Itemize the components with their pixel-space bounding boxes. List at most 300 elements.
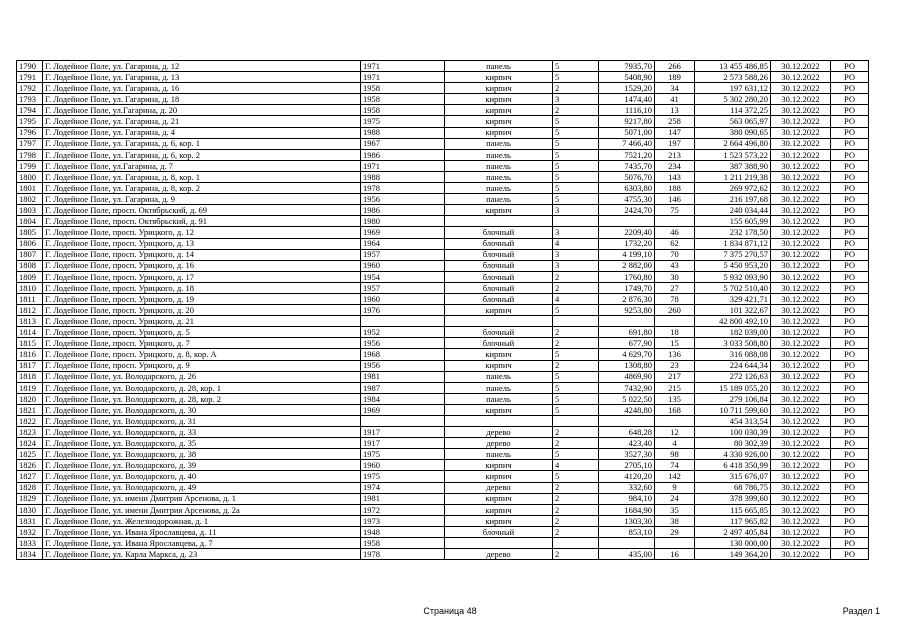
year-built-cell: 1969 [361,227,445,238]
cost-cell: 232 178,50 [695,227,771,238]
code-cell: РО [831,416,869,427]
date-cell: 30.12.2022 [771,194,831,205]
wall-material-cell: панель [445,138,553,149]
apartments-cell [655,316,695,327]
code-cell: РО [831,205,869,216]
table-row [17,504,869,515]
year-built-cell: 1978 [361,183,445,194]
cost-cell: 130 000,00 [695,538,771,549]
code-cell: РО [831,327,869,338]
cost-cell: 101 322,67 [695,305,771,316]
cost-cell: 1 834 871,12 [695,238,771,249]
year-built-cell: 1975 [361,449,445,460]
cost-cell: 117 965,82 [695,515,771,526]
date-cell: 30.12.2022 [771,171,831,182]
cost-cell: 563 065,97 [695,116,771,127]
apartments-cell: 188 [655,183,695,194]
code-cell: РО [831,94,869,105]
address-cell: Г. Лодейное Поле, просп. Урицкого, д. 5 [43,327,361,338]
table-row [17,526,869,537]
row-number: 1815 [17,338,43,349]
row-number: 1790 [17,61,43,72]
date-cell: 30.12.2022 [771,116,831,127]
date-cell: 30.12.2022 [771,416,831,427]
date-cell: 30.12.2022 [771,460,831,471]
cost-cell: 1 523 573,22 [695,149,771,160]
area-cell: 1116,10 [599,105,655,116]
apartments-cell: 74 [655,460,695,471]
row-number: 1816 [17,349,43,360]
code-cell: РО [831,282,869,293]
floors-cell: 2 [553,271,599,282]
apartments-cell: 135 [655,393,695,404]
table-row [17,416,869,427]
cost-cell: 5 302 280,20 [695,94,771,105]
row-number: 1812 [17,305,43,316]
wall-material-cell: панель [445,449,553,460]
area-cell: 648,28 [599,427,655,438]
date-cell: 30.12.2022 [771,382,831,393]
year-built-cell: 1958 [361,538,445,549]
row-number: 1823 [17,427,43,438]
address-cell: Г. Лодейное Поле, ул. Володарского, д. 40 [43,471,361,482]
table-row [17,471,869,482]
year-built-cell: 1972 [361,504,445,515]
area-cell: 4248,80 [599,404,655,415]
area-cell: 7521,20 [599,149,655,160]
apartments-cell [655,416,695,427]
year-built-cell: 1976 [361,305,445,316]
row-number: 1820 [17,393,43,404]
apartments-cell: 147 [655,127,695,138]
wall-material-cell [445,416,553,427]
address-cell: Г. Лодейное Поле, ул. Гагарина, д. 6, кор. 1 [43,138,361,149]
area-cell: 4120,20 [599,471,655,482]
code-cell: РО [831,538,869,549]
area-cell: 5071,00 [599,127,655,138]
date-cell: 30.12.2022 [771,504,831,515]
cost-cell: 42 800 492,10 [695,316,771,327]
year-built-cell: 1971 [361,61,445,72]
year-built-cell: 1960 [361,460,445,471]
apartments-cell: 43 [655,260,695,271]
apartments-cell: 197 [655,138,695,149]
row-number: 1794 [17,105,43,116]
cost-cell: 380 090,65 [695,127,771,138]
wall-material-cell: панель [445,194,553,205]
area-cell [599,316,655,327]
area-cell: 435,00 [599,549,655,560]
wall-material-cell: кирпич [445,72,553,83]
date-cell: 30.12.2022 [771,316,831,327]
wall-material-cell: блочный [445,238,553,249]
row-number: 1809 [17,271,43,282]
area-cell: 2705,10 [599,460,655,471]
row-number: 1813 [17,316,43,327]
apartments-cell: 266 [655,61,695,72]
area-cell: 4 199,10 [599,249,655,260]
area-cell: 2 876,30 [599,293,655,304]
area-cell: 9217,80 [599,116,655,127]
table-row [17,127,869,138]
date-cell: 30.12.2022 [771,227,831,238]
year-built-cell: 1988 [361,127,445,138]
table-row [17,460,869,471]
wall-material-cell: блочный [445,227,553,238]
code-cell: РО [831,526,869,537]
date-cell: 30.12.2022 [771,338,831,349]
floors-cell: 5 [553,305,599,316]
code-cell: РО [831,515,869,526]
row-number: 1811 [17,293,43,304]
apartments-cell: 46 [655,227,695,238]
wall-material-cell: кирпич [445,94,553,105]
code-cell: РО [831,549,869,560]
date-cell: 30.12.2022 [771,260,831,271]
floors-cell: 5 [553,404,599,415]
date-cell: 30.12.2022 [771,493,831,504]
wall-material-cell: дерево [445,438,553,449]
cost-cell: 4 330 926,00 [695,449,771,460]
cost-cell: 315 676,07 [695,471,771,482]
table-row [17,549,869,560]
cost-cell: 114 372,25 [695,105,771,116]
address-cell: Г. Лодейное Поле, ул. Карла Маркса, д. 23 [43,549,361,560]
cost-cell: 68 786,75 [695,482,771,493]
row-number: 1830 [17,504,43,515]
code-cell: РО [831,493,869,504]
floors-cell: 5 [553,183,599,194]
wall-material-cell: кирпич [445,515,553,526]
table-row [17,183,869,194]
apartments-cell: 13 [655,105,695,116]
address-cell: Г. Лодейное Поле, ул. Володарского, д. 49 [43,482,361,493]
address-cell: Г. Лодейное Поле, ул. Гагарина, д. 21 [43,116,361,127]
row-number: 1831 [17,515,43,526]
year-built-cell: 1987 [361,382,445,393]
table-row [17,116,869,127]
table-row [17,194,869,205]
table-row [17,260,869,271]
date-cell: 30.12.2022 [771,249,831,260]
address-cell: Г. Лодейное Поле, ул. Володарского, д. 28, кор. 2 [43,393,361,404]
date-cell: 30.12.2022 [771,438,831,449]
wall-material-cell: блочный [445,260,553,271]
date-cell: 30.12.2022 [771,515,831,526]
address-cell: Г. Лодейное Поле, просп. Урицкого, д. 7 [43,338,361,349]
address-cell: Г. Лодейное Поле, ул. имени Дмитрия Арсенова, д. 2а [43,504,361,515]
row-number: 1826 [17,460,43,471]
wall-material-cell: панель [445,61,553,72]
address-cell: Г. Лодейное Поле, ул.Гагарина, д. 7 [43,160,361,171]
date-cell: 30.12.2022 [771,349,831,360]
code-cell: РО [831,371,869,382]
apartments-cell: 215 [655,382,695,393]
date-cell: 30.12.2022 [771,94,831,105]
cost-cell: 272 126,63 [695,371,771,382]
code-cell: РО [831,216,869,227]
apartments-cell: 260 [655,305,695,316]
floors-cell: 5 [553,61,599,72]
area-cell: 984,10 [599,493,655,504]
apartments-cell [655,216,695,227]
code-cell: РО [831,293,869,304]
apartments-cell: 41 [655,94,695,105]
code-cell: РО [831,449,869,460]
apartments-cell: 9 [655,482,695,493]
address-cell: Г. Лодейное Поле, ул. Володарского, д. 33 [43,427,361,438]
cost-cell: 6 418 350,99 [695,460,771,471]
address-cell: Г. Лодейное Поле, ул. Гагарина, д. 6, кор. 2 [43,149,361,160]
area-cell: 691,80 [599,327,655,338]
apartments-cell: 142 [655,471,695,482]
area-cell: 1760,80 [599,271,655,282]
year-built-cell: 1974 [361,482,445,493]
year-built-cell: 1988 [361,171,445,182]
wall-material-cell: кирпич [445,360,553,371]
cost-cell: 10 711 599,60 [695,404,771,415]
code-cell: РО [831,338,869,349]
wall-material-cell: дерево [445,482,553,493]
cost-cell: 13 455 486,85 [695,61,771,72]
area-cell: 2 882,00 [599,260,655,271]
row-number: 1833 [17,538,43,549]
cost-cell: 224 644,34 [695,360,771,371]
year-built-cell: 1958 [361,105,445,116]
floors-cell [553,316,599,327]
area-cell [599,538,655,549]
table-row [17,305,869,316]
year-built-cell: 1957 [361,249,445,260]
year-built-cell: 1968 [361,349,445,360]
table-row [17,327,869,338]
table-row [17,72,869,83]
year-built-cell: 1973 [361,515,445,526]
table-row [17,238,869,249]
date-cell: 30.12.2022 [771,538,831,549]
area-cell: 1303,30 [599,515,655,526]
row-number: 1828 [17,482,43,493]
row-number: 1807 [17,249,43,260]
apartments-cell: 189 [655,72,695,83]
table-row [17,282,869,293]
date-cell: 30.12.2022 [771,482,831,493]
date-cell: 30.12.2022 [771,238,831,249]
page-number: Страница 48 [423,606,477,616]
date-cell: 30.12.2022 [771,160,831,171]
row-number: 1793 [17,94,43,105]
address-cell: Г. Лодейное Поле, ул.Гагарина, д. 20 [43,105,361,116]
apartments-cell [655,538,695,549]
date-cell: 30.12.2022 [771,427,831,438]
table-row [17,83,869,94]
area-cell: 853,10 [599,526,655,537]
address-cell: Г. Лодейное Поле, ул. Володарского, д. 38 [43,449,361,460]
wall-material-cell: панель [445,183,553,194]
table-row [17,205,869,216]
table-row [17,61,869,72]
cost-cell: 240 034,44 [695,205,771,216]
table-row [17,538,869,549]
year-built-cell: 1960 [361,260,445,271]
row-number: 1834 [17,549,43,560]
row-number: 1810 [17,282,43,293]
apartments-cell: 146 [655,194,695,205]
year-built-cell: 1960 [361,293,445,304]
area-cell: 423,40 [599,438,655,449]
address-cell: Г. Лодейное Поле, ул. Володарского, д. 31 [43,416,361,427]
date-cell: 30.12.2022 [771,127,831,138]
floors-cell: 4 [553,238,599,249]
area-cell: 1749,70 [599,282,655,293]
year-built-cell: 1958 [361,83,445,94]
wall-material-cell: кирпич [445,205,553,216]
row-number: 1806 [17,238,43,249]
table-row [17,349,869,360]
wall-material-cell: кирпич [445,105,553,116]
year-built-cell: 1956 [361,338,445,349]
code-cell: РО [831,504,869,515]
table-row [17,338,869,349]
floors-cell: 5 [553,382,599,393]
area-cell: 2209,40 [599,227,655,238]
code-cell: РО [831,83,869,94]
row-number: 1819 [17,382,43,393]
floors-cell: 2 [553,105,599,116]
floors-cell [553,538,599,549]
wall-material-cell: кирпич [445,404,553,415]
date-cell: 30.12.2022 [771,205,831,216]
area-cell [599,416,655,427]
wall-material-cell: кирпич [445,127,553,138]
row-number: 1832 [17,526,43,537]
date-cell: 30.12.2022 [771,61,831,72]
table-row [17,404,869,415]
wall-material-cell: панель [445,160,553,171]
table-row [17,382,869,393]
code-cell: РО [831,382,869,393]
table-body [17,61,869,560]
wall-material-cell: блочный [445,327,553,338]
address-cell: Г. Лодейное Поле, просп. Урицкого, д. 14 [43,249,361,260]
table-row [17,360,869,371]
area-cell: 2424,70 [599,205,655,216]
year-built-cell: 1956 [361,360,445,371]
floors-cell [553,216,599,227]
wall-material-cell: панель [445,393,553,404]
row-number: 1827 [17,471,43,482]
floors-cell: 5 [553,349,599,360]
table-row [17,249,869,260]
date-cell: 30.12.2022 [771,549,831,560]
floors-cell: 2 [553,504,599,515]
address-cell: Г. Лодейное Поле, ул. Гагарина, д. 8, кор. 1 [43,171,361,182]
floors-cell: 2 [553,493,599,504]
area-cell: 7 466,40 [599,138,655,149]
apartments-cell: 30 [655,271,695,282]
apartments-cell: 12 [655,427,695,438]
wall-material-cell: кирпич [445,493,553,504]
year-built-cell: 1981 [361,493,445,504]
address-cell: Г. Лодейное Поле, просп. Урицкого, д. 18 [43,282,361,293]
floors-cell: 2 [553,338,599,349]
address-cell: Г. Лодейное Поле, ул. Володарского, д. 28, кор. 1 [43,382,361,393]
cost-cell: 155 605,99 [695,216,771,227]
address-cell: Г. Лодейное Поле, ул. Гагарина, д. 9 [43,194,361,205]
table-row [17,482,869,493]
date-cell: 30.12.2022 [771,449,831,460]
year-built-cell: 1957 [361,282,445,293]
row-number: 1825 [17,449,43,460]
wall-material-cell: кирпич [445,460,553,471]
area-cell: 7935,70 [599,61,655,72]
apartments-cell: 34 [655,83,695,94]
date-cell: 30.12.2022 [771,282,831,293]
wall-material-cell: кирпич [445,116,553,127]
code-cell: РО [831,127,869,138]
wall-material-cell: панель [445,371,553,382]
code-cell: РО [831,61,869,72]
cost-cell: 454 313,54 [695,416,771,427]
date-cell: 30.12.2022 [771,293,831,304]
apartments-cell: 70 [655,249,695,260]
table-row [17,316,869,327]
date-cell: 30.12.2022 [771,271,831,282]
table-row [17,293,869,304]
row-number: 1800 [17,171,43,182]
floors-cell: 2 [553,360,599,371]
floors-cell: 5 [553,127,599,138]
cost-cell: 5 702 510,40 [695,282,771,293]
code-cell: РО [831,404,869,415]
code-cell: РО [831,360,869,371]
apartments-cell: 23 [655,360,695,371]
row-number: 1804 [17,216,43,227]
apartments-cell: 136 [655,349,695,360]
wall-material-cell: панель [445,382,553,393]
date-cell: 30.12.2022 [771,138,831,149]
cost-cell: 80 302,39 [695,438,771,449]
apartments-cell: 4 [655,438,695,449]
apartments-cell: 98 [655,449,695,460]
document-page [16,60,868,560]
section-label: Раздел 1 [842,606,880,616]
wall-material-cell: кирпич [445,471,553,482]
floors-cell: 5 [553,116,599,127]
floors-cell: 3 [553,94,599,105]
year-built-cell: 1964 [361,238,445,249]
date-cell: 30.12.2022 [771,183,831,194]
date-cell: 30.12.2022 [771,471,831,482]
year-built-cell: 1978 [361,549,445,560]
table-row [17,371,869,382]
address-cell: Г. Лодейное Поле, просп. Урицкого, д. 20 [43,305,361,316]
area-cell [599,216,655,227]
apartments-cell: 75 [655,205,695,216]
row-number: 1799 [17,160,43,171]
year-built-cell: 1984 [361,393,445,404]
cost-cell: 100 030,39 [695,427,771,438]
area-cell: 1308,80 [599,360,655,371]
floors-cell: 5 [553,138,599,149]
floors-cell: 5 [553,72,599,83]
code-cell: РО [831,316,869,327]
apartments-cell: 258 [655,116,695,127]
code-cell: РО [831,482,869,493]
area-cell: 4 629,70 [599,349,655,360]
row-number: 1817 [17,360,43,371]
floors-cell: 5 [553,160,599,171]
